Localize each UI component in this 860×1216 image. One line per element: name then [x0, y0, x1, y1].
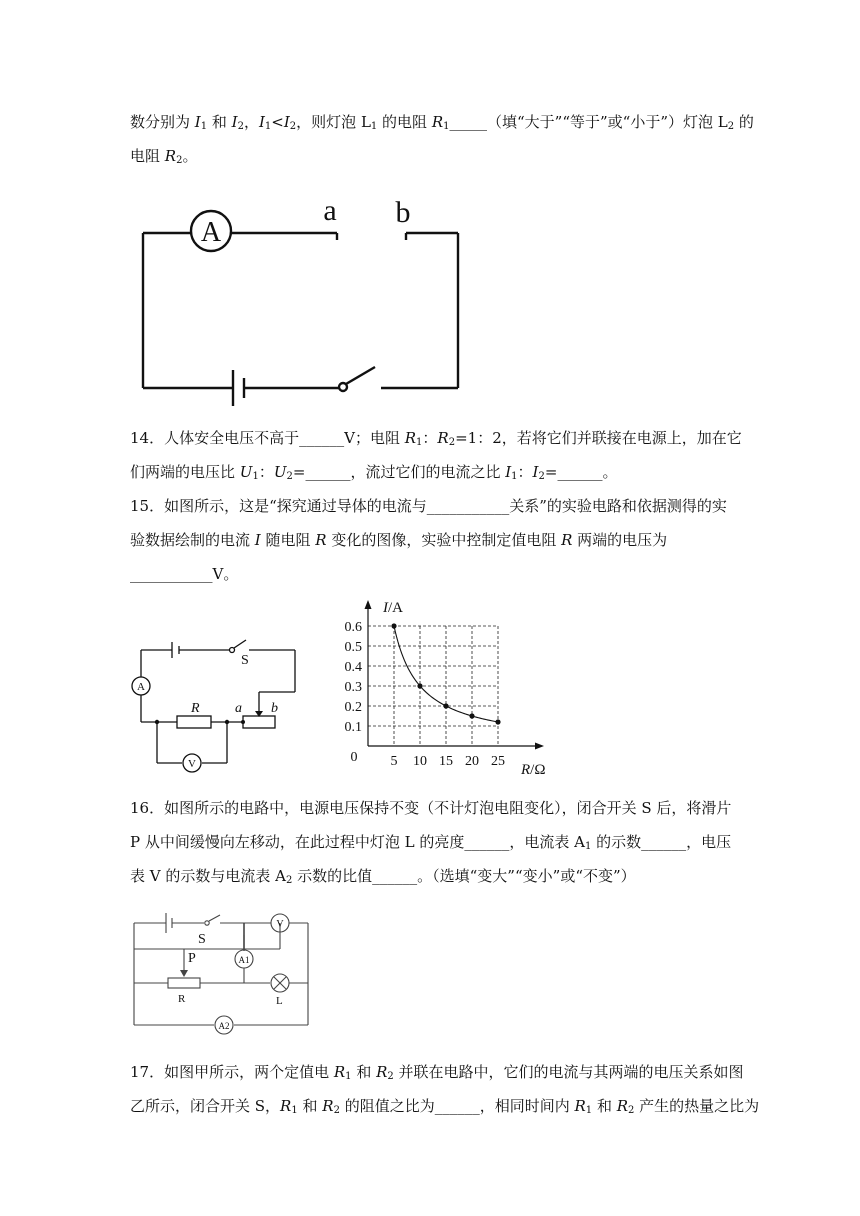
- y-axis-arrow: [365, 600, 372, 609]
- q16-line-2: P 从中间缓慢向左移动，在此过程中灯泡 L 的亮度______，电流表 $A_1$ 的示数______，电压: [130, 833, 732, 852]
- switch-label: S: [241, 653, 249, 668]
- switch-label: S: [198, 932, 206, 947]
- q15-current-resistance-graph: [330, 592, 560, 782]
- q16-circuit-diagram: [128, 905, 318, 1035]
- q15-line-1: 15．如图所示，这是“探究通过导体的电流与___________关系”的实验电路和依据测得的实: [130, 497, 727, 515]
- y-tick-label: 0.2: [344, 700, 362, 715]
- ammeter-A2-label: A2: [218, 1021, 230, 1031]
- terminal-a-label: a: [323, 194, 337, 227]
- q17-line-1: 17．如图甲所示，两个定值电 $R_1$ 和 $R_2$ 并联在电路中，它们的电流与其两端的电压关系如图: [130, 1063, 744, 1082]
- answer-blank[interactable]: ______: [557, 463, 603, 481]
- answer-blank[interactable]: ______: [464, 833, 510, 851]
- data-point: [417, 683, 422, 688]
- x-tick-label: 25: [491, 754, 505, 769]
- chart-axes: [365, 600, 545, 750]
- y-tick-label: 0.4: [344, 660, 362, 675]
- switch-blade: [209, 915, 220, 921]
- q14-line-2: 们两端的电压比 $U_1$：$U_2=\_\_\_\_\_\_$，流过它们的电流之比 $I_1$：$I_2=\_\_\_\_\_\_$。: [130, 463, 618, 482]
- x-axis-label: R/Ω: [521, 762, 546, 778]
- y-axis-label: I/A: [383, 600, 403, 616]
- answer-blank[interactable]: ___________: [130, 565, 213, 583]
- ammeter-A1-label: A1: [238, 955, 250, 965]
- ammeter-label: A: [200, 217, 222, 248]
- origin-label: 0: [350, 750, 358, 765]
- q13-circuit-diagram: [135, 190, 470, 410]
- voltmeter-label: V: [276, 919, 284, 930]
- q14-line-1: 14．人体安全电压不高于______V；电阻 $R_1$：$R_2=1$：2，若将它们并联接在电源上，加在它: [130, 429, 742, 448]
- lamp-label: L: [276, 995, 283, 1007]
- switch-blade: [234, 640, 246, 648]
- answer-blank[interactable]: ______: [434, 1097, 480, 1115]
- q13-line-1: 数分别为 $I_1$ 和 $I_2$，$I_1<I_2$，则灯泡 $L_1$ 的电阻 $R_1\_\_\_\_\_$（填“大于”“等于”或“小于”）灯泡 $L_2$ 的: [130, 113, 754, 132]
- terminal-b-label: b: [271, 701, 278, 716]
- x-tick-label: 5: [390, 754, 398, 769]
- chart-grid: [368, 626, 498, 746]
- answer-blank[interactable]: ______: [305, 463, 351, 481]
- resistor-label: R: [191, 701, 200, 716]
- rheostat-label: R: [178, 993, 186, 1005]
- y-tick-label: 0.5: [344, 640, 362, 655]
- y-tick-label: 0.6: [344, 620, 362, 635]
- data-point: [443, 703, 448, 708]
- answer-blank[interactable]: ______: [372, 867, 418, 885]
- switch-pivot: [230, 648, 235, 653]
- voltmeter-label: V: [188, 758, 196, 770]
- answer-blank[interactable]: ______: [299, 429, 345, 447]
- q16-line-1: 16．如图所示的电路中，电源电压保持不变（不计灯泡电阻变化），闭合开关 S 后，将滑片: [130, 799, 732, 817]
- q15-circuit-diagram: [125, 635, 310, 775]
- q15-line-2: 验数据绘制的电流 I 随电阻 R 变化的图像，实验中控制定值电阻 R 两端的电压为: [130, 531, 668, 549]
- resistor-R: [177, 716, 211, 728]
- slider-label: P: [188, 951, 196, 966]
- x-tick-label: 20: [465, 754, 479, 769]
- x-tick-label: 15: [439, 754, 453, 769]
- q15-line-3: ___________V。: [130, 565, 239, 583]
- rheostat-R: [168, 978, 200, 988]
- rheostat: [243, 716, 275, 728]
- q13-line-2: 电阻 $R_2$。: [130, 147, 198, 166]
- answer-blank[interactable]: ___________: [426, 497, 510, 515]
- switch-blade: [346, 367, 375, 384]
- y-tick-label: 0.3: [344, 680, 362, 695]
- data-point: [495, 719, 500, 724]
- q16-line-3: 表 V 的示数与电流表 $A_2$ 示数的比值______。（选填“变大”“变小”或“不变”）: [130, 867, 636, 886]
- x-axis-arrow: [535, 743, 544, 750]
- y-tick-label: 0.1: [344, 720, 362, 735]
- answer-blank[interactable]: ______: [641, 833, 687, 851]
- ammeter-label: A: [137, 681, 145, 693]
- data-point: [391, 623, 396, 628]
- switch-pivot: [205, 921, 209, 925]
- x-tick-label: 10: [413, 754, 427, 769]
- switch-pivot: [339, 383, 347, 391]
- slider-arrow: [180, 970, 188, 977]
- data-point: [469, 713, 474, 718]
- terminal-b-label: b: [395, 196, 411, 229]
- terminal-a-label: a: [235, 701, 242, 716]
- q17-line-2: 乙所示，闭合开关 S，$R_1$ 和 $R_2$ 的阻值之比为______，相同时间内 $R_1$ 和 $R_2$ 产生的热量之比为: [130, 1097, 760, 1116]
- answer-blank[interactable]: _____: [449, 113, 487, 131]
